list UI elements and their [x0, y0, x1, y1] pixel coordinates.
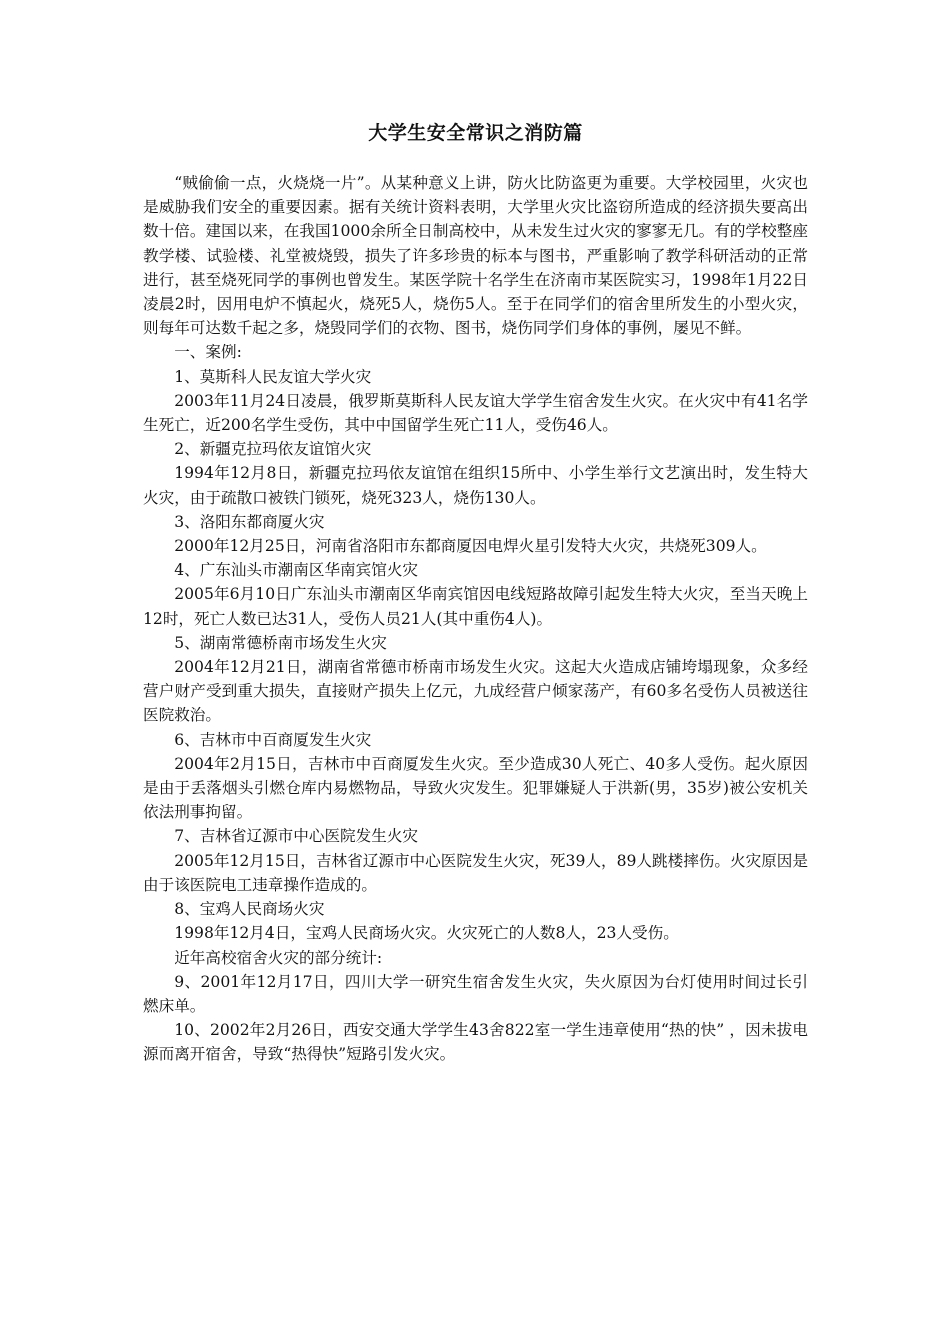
document-title: 大学生安全常识之消防篇 [368, 122, 583, 144]
case-paragraph: 2004年12月21日，湖南省常德市桥南市场发生火灾。这起大火造成店铺垮塌现象，众多经营户财产受到重大损失，直接财产损失上亿元，九成经营户倾家荡产，有60多名受伤人员被送往医院救治。 [143, 658, 808, 725]
intro-paragraph: “贼偷偷一点，火烧烧一片”。从某种意义上讲，防火比防盗更为重要。大学校园里，火灾也是威胁我们安全的重要因素。据有关统计资料表明，大学里火灾比盗窃所造成的经济损失要高出数十倍。建国以来，在我国1000余所全日制高校中，从未发生过火灾的寥寥无几。有的学校整座教学楼、试验楼、礼堂被烧毁，损失了许多珍贵的标本与图书，严重影响了教学科研活动的正常进行，甚至烧死同学的事例也曾发生。某医学院十名学生在济南市某医院实习，1998年1月22日凌晨2时，因用电炉不慎起火，烧死5人，烧伤5人。至于在同学们的宿舍里所发生的小型火灾，则每年可达数千起之多，烧毁同学们的衣物、图书，烧伤同学们身体的事例，屡见不鲜。 [143, 174, 808, 338]
case-heading: 2、新疆克拉玛依友谊馆火灾 [174, 440, 372, 459]
case-heading: 6、吉林市中百商厦发生火灾 [174, 730, 372, 749]
document-body [143, 171, 808, 1067]
case-paragraph: 2003年11月24日凌晨，俄罗斯莫斯科人民友谊大学学生宿舍发生火灾。在火灾中有41名学生死亡，近200名学生受伤，其中中国留学生死亡11人，受伤46人。 [143, 391, 808, 435]
case-heading: 1、莫斯科人民友谊大学火灾 [174, 367, 372, 386]
section-heading-cases: 一、案例: [174, 343, 242, 362]
statistics-item: 10、2002年2月26日，西安交通大学学生43舍822室一学生违章使用“热的快” ，因未拔电源而离开宿舍，导致“热得快”短路引发火灾。 [143, 1021, 808, 1064]
case-heading: 5、湖南常德桥南市场发生火灾 [174, 633, 387, 652]
case-paragraph: 1998年12月4日，宝鸡人民商场火灾。火灾死亡的人数8人，23人受伤。 [174, 924, 679, 943]
case-paragraph: 1994年12月8日，新疆克拉玛依友谊馆在组织15所中、小学生举行文艺演出时，发生特大火灾，由于疏散口被铁门锁死，烧死323人，烧伤130人。 [143, 464, 808, 507]
case-paragraph: 2004年2月15日，吉林市中百商厦发生火灾。至少造成30人死亡、40多人受伤。起火原因是由于丢落烟头引燃仓库内易燃物品，导致火灾发生。犯罪嫌疑人于洪新(男，35岁)被公安机关依法刑事拘留。 [143, 754, 808, 822]
case-heading: 7、吉林省辽源市中心医院发生火灾 [174, 827, 419, 846]
case-heading: 8、宝鸡人民商场火灾 [174, 900, 325, 919]
case-paragraph: 2005年12月15日，吉林省辽源市中心医院发生火灾，死39人，89人跳楼摔伤。火灾原因是由于该医院电工违章操作造成的。 [143, 851, 808, 894]
case-paragraph: 2005年6月10日广东汕头市潮南区华南宾馆因电线短路故障引起发生特大火灾，至当天晚上12时，死亡人数已达31人，受伤人员21人(其中重伤4人)。 [143, 585, 808, 628]
case-paragraph: 2000年12月25日，河南省洛阳市东都商厦因电焊火星引发特大火灾，共烧死309人。 [174, 537, 767, 556]
statistics-heading: 近年高校宿舍火灾的部分统计: [174, 948, 383, 967]
statistics-item: 9、2001年12月17日，四川大学一研究生宿舍发生火灾，失火原因为台灯使用时间过长引燃床单。 [143, 972, 808, 1015]
document-page [143, 118, 808, 1067]
case-heading: 3、洛阳东都商厦火灾 [174, 512, 325, 531]
case-heading: 4、广东汕头市潮南区华南宾馆火灾 [174, 561, 419, 580]
